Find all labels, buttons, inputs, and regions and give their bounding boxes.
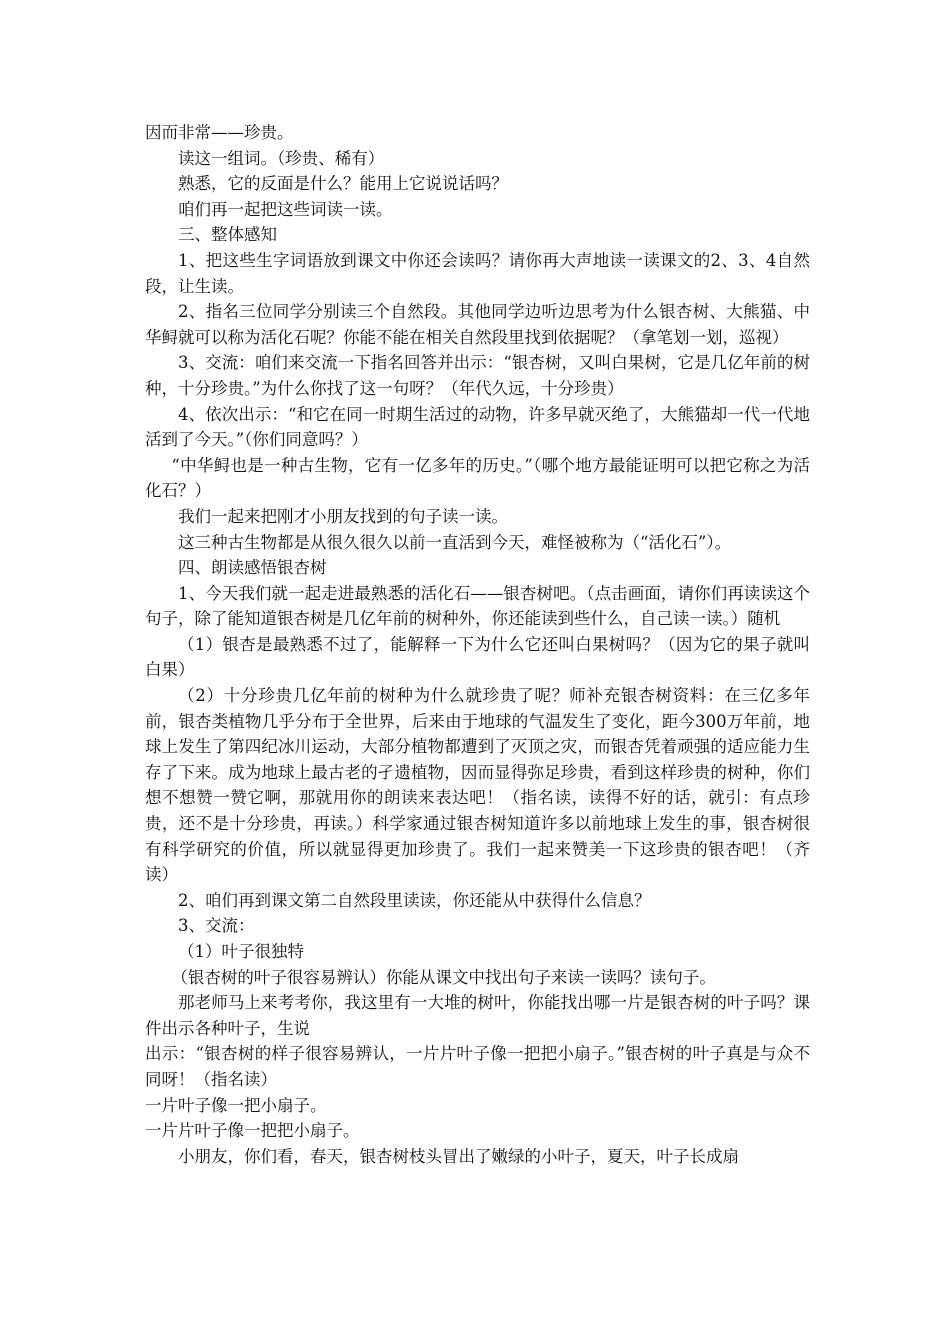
- paragraph: （1）银杏是最熟悉不过了，能解释一下为什么它还叫白果树吗？（因为它的果子就叫白果）: [145, 634, 810, 680]
- paragraph: 因而非常——珍贵。: [145, 123, 294, 142]
- paragraph: 这三种古生物都是从很久很久以前一直活到今天，难怪被称为（“活化石”）。: [178, 532, 732, 552]
- paragraph: 2、指名三位同学分别读三个自然段。其他同学边听边思考为什么银杏树、大熊猫、中华鲟就可以称为活化石呢？你能不能在相关自然段里找到依据呢？（拿笔划一划，巡视）: [145, 302, 810, 347]
- paragraph: 一片片叶子像一把把小扇子。: [145, 1121, 360, 1141]
- paragraph: “中华鲟也是一种古生物，它有一亿多年的历史。”（哪个地方最能证明可以把它称之为活化石？）: [145, 455, 810, 501]
- paragraph: 小朋友，你们看，春天，银杏树枝头冒出了嫩绿的小叶子，夏天，叶子长成扇: [178, 1146, 739, 1166]
- paragraph: 熟悉，它的反面是什么？能用上它说说话吗？: [178, 174, 508, 194]
- paragraph: 一片叶子像一把小扇子。: [145, 1095, 327, 1115]
- paragraph: 1、把这些生字词语放到课文中你还会读吗？请你再大声地读一读课文的2、3、4自然段，让生读。: [145, 250, 810, 296]
- paragraph: （2）十分珍贵几亿年前的树种为什么就珍贵了呢？师补充银杏树资料：在三亿多年前，银杏类植物几乎分布于全世界，后来由于地球的气温发生了变化，距今300万年前，地球上发生了第四纪冰川运动，大部分植物都遭到了灭顶之灾，而银杏凭着顽强的适应能力生存了下来。成为地球上最古老的孑遗植物，因而显得弥足珍贵，看到这样珍贵的树种，你们想不想赞一赞它啊，那就用你的朗读来表达吧！（指名读，读得不好的话，就引：有点珍贵，还不是十分珍贵，再读。）科学家通过银杏树知道许多以前地球上发生的事，银杏树很有科学研究的价值，所以就显得更加珍贵了。我们一起来赞美一下这珍贵的银杏吧！（齐读）: [145, 686, 810, 885]
- paragraph: （银杏树的叶子很容易辨认）你能从课文中找出句子来读一读吗？读句子。: [171, 967, 716, 987]
- paragraph: 那老师马上来考考你，我这里有一大堆的树叶，你能找出哪一片是银杏树的叶子吗？课件出示各种叶子，生说: [145, 993, 810, 1038]
- paragraph: 读这一组词。（珍贵、稀有）: [178, 148, 385, 168]
- paragraph: 我们一起来把刚才小朋友找到的句子读一读。: [178, 506, 508, 526]
- paragraph: 出示：“银杏树的样子很容易辨认，一片片叶子像一把把小扇子。”银杏树的叶子真是与众不同呀！（指名读）: [145, 1044, 810, 1089]
- document-page: [145, 120, 810, 1169]
- paragraph: 4、依次出示：“和它在同一时期生活过的动物，许多早就灭绝了，大熊猫却一代一代地活到了今天。”（你们同意吗？）: [145, 404, 810, 450]
- paragraph: 咱们再一起把这些词读一读。: [178, 199, 393, 219]
- paragraph: 3、交流：: [178, 916, 255, 936]
- section-heading: 三、整体感知: [178, 225, 277, 245]
- paragraph: 1、今天我们就一起走进最熟悉的活化石——银杏树吧。（点击画面，请你们再读读这个句子，除了能知道银杏树是几亿年前的树种外，你还能读到些什么，自己读一读。）随机: [145, 583, 810, 629]
- paragraph: 3、交流：咱们来交流一下指名回答并出示：“银杏树，又叫白果树，它是几亿年前的树种，十分珍贵。”为什么你找了这一句呀？（年代久远，十分珍贵）: [145, 353, 810, 398]
- section-heading: 四、朗读感悟银杏树: [178, 558, 327, 578]
- paragraph: （1）叶子很独特: [178, 942, 304, 961]
- paragraph: 2、咱们再到课文第二自然段里读读，你还能从中获得什么信息？: [178, 890, 651, 910]
